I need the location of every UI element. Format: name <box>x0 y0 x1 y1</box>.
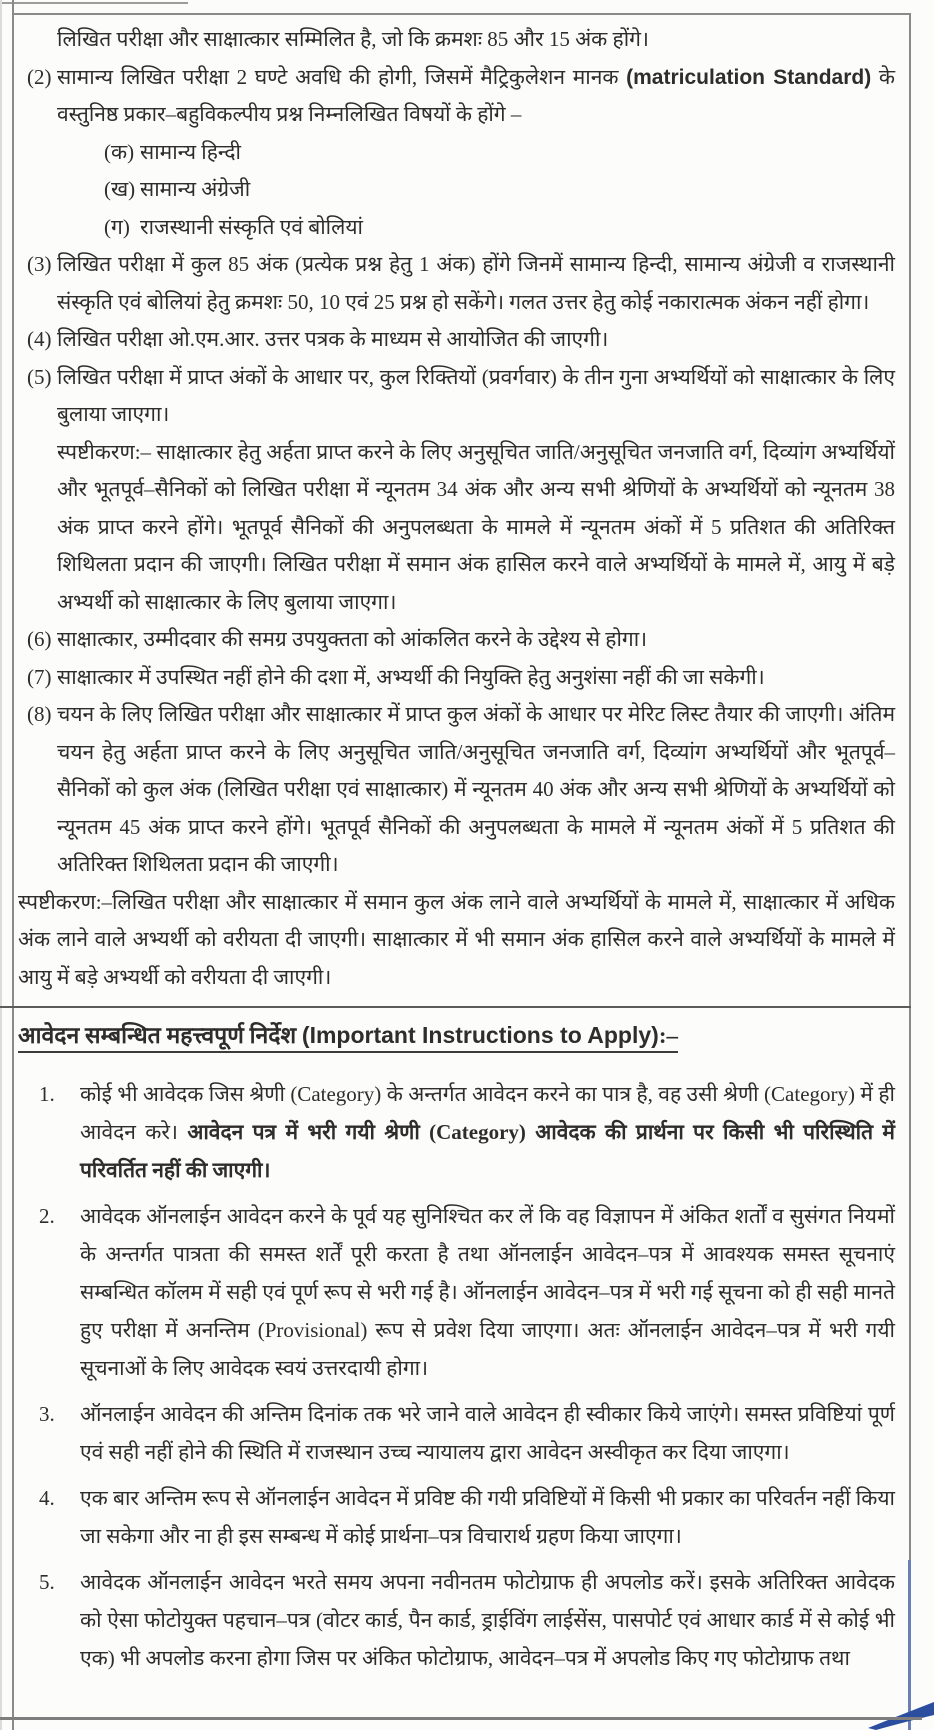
item-number: (5) <box>27 364 52 389</box>
table-border-top <box>12 13 911 15</box>
instruction-item-3 <box>18 1395 895 1471</box>
item-number: (3) <box>27 252 52 276</box>
paragraph-text: स्पष्टीकरण:–लिखित परीक्षा और साक्षात्कार में समान कुल अंक लाने वाले अभ्यर्थियों के मामले में, साक्षात्कार में अधिक अंक लाने वाले अभ्यर्थी को वरीयता दी जाएगी। साक्षात्कार में भी समान अंक हासिल करने वाले अभ्यर्थियों के मामले में आयु में बड़े अभ्यर्थी को वरीयता दी जाएगी। <box>18 889 895 989</box>
heading-english: (Important Instructions to Apply) <box>301 1022 659 1048</box>
item-text-part: के वस्तुनिष्ठ प्रकार–बहुविकल्पीय प्रश्न निम्नलिखित विषयों के होंगे – <box>57 64 895 126</box>
list-item-exam-6 <box>18 621 895 659</box>
paragraph-explanation-interview <box>18 434 895 622</box>
instructions-heading-text <box>18 1023 678 1053</box>
list-item-exam-8 <box>18 696 895 884</box>
instruction-item-2 <box>18 1197 895 1387</box>
item-text-part: कोई भी आवेदक जिस श्रेणी (Category) के अन्तर्गत आवेदन करने का पात्र है, वह उसी श्रेणी (Category) में ही आवेदन करे। <box>80 1082 895 1144</box>
item-number: (4) <box>27 327 52 351</box>
subject-label: राजस्थानी संस्कृति एवं बोलियां <box>140 214 363 239</box>
page-left-edge-shadow <box>0 0 2 1730</box>
section-divider-line <box>0 1006 911 1008</box>
subject-label: सामान्य हिन्दी <box>140 139 241 164</box>
item-text: साक्षात्कार, उम्मीदवार की समग्र उपयुक्तता को आंकलित करने के उद्देश्य से होगा। <box>57 627 648 651</box>
table-border-right <box>909 13 911 1730</box>
item-text <box>80 1082 895 1182</box>
item-number: 4. <box>39 1486 55 1510</box>
item-number: 5. <box>39 1570 55 1594</box>
item-text-bold: आवेदन पत्र में भरी गयी श्रेणी (Category) आवेदक की प्रार्थना पर किसी भी परिस्थिति में परिवर्तित नहीं की जाएगी। <box>80 1120 895 1182</box>
item-text: लिखित परीक्षा ओ.एम.आर. उत्तर पत्रक के माध्यम से आयोजित की जाएगी। <box>57 327 609 351</box>
instruction-item-4 <box>18 1479 895 1555</box>
list-item-subject-english <box>18 171 895 209</box>
paragraph-exam-intro <box>18 21 895 59</box>
page-bottom-scan-line <box>0 1717 922 1720</box>
table-border-left <box>12 0 14 1730</box>
item-text: एक बार अन्तिम रूप से ऑनलाईन आवेदन में प्रविष्ट की गयी प्रविष्टियों में किसी भी प्रकार का परिवर्तन नहीं किया जा सकेगा और ना ही इस सम्बन्ध में कोई प्रार्थना–पत्र विचारार्थ ग्रहण किया जाएगा। <box>80 1486 895 1548</box>
item-number: (ग) <box>104 214 130 239</box>
item-number: (2) <box>27 64 52 89</box>
item-number: (क) <box>104 139 135 164</box>
item-number: 3. <box>39 1402 55 1426</box>
item-text <box>57 65 895 127</box>
document-content <box>18 21 895 1677</box>
heading-hindi: आवेदन सम्बन्धित महत्त्वपूर्ण निर्देश <box>18 1023 302 1048</box>
item-number: 2. <box>39 1204 55 1228</box>
list-item-exam-4 <box>18 321 895 359</box>
item-number: (7) <box>27 664 52 689</box>
list-item-exam-5 <box>18 359 895 434</box>
paragraph-explanation-final-selection <box>18 884 895 997</box>
item-number: (ख) <box>104 177 136 201</box>
item-text: लिखित परीक्षा में कुल 85 अंक (प्रत्येक प्रश्न हेतु 1 अंक) होंगे जिनमें सामान्य हिन्दी, सामान्य अंग्रेजी व राजस्थानी संस्कृति एवं बोलियां हेतु क्रमशः 50, 10 एवं 25 प्रश्न हो सकेंगे। गलत उत्तर हेतु कोई नकारात्मक अंकन नहीं होगा। <box>57 252 895 314</box>
item-text-english: (matriculation Standard) <box>626 65 872 89</box>
instructions-heading <box>18 1014 895 1057</box>
item-text: आवेदक ऑनलाईन आवेदन करने के पूर्व यह सुनिश्चित कर लें कि वह विज्ञापन में अंकित शर्तों व सुसंगत नियमों के अन्तर्गत पात्रता की समस्त शर्तें पूरी करता है तथा ऑनलाईन आवेदन–पत्र में आवश्यक समस्त सूचनाएं सम्बन्धित कॉलम में सही एवं पूर्ण रूप से भरी गई है। ऑनलाईन आवेदन–पत्र में भरी गई सूचना को ही सही मानते हुए परीक्षा में अनन्तिम (Provisional) रूप से प्रवेश दिया जाएगा। अतः ऑनलाईन आवेदन–पत्र में भरी गयी सूचनाओं के लिए आवेदक स्वयं उत्तरदायी होगा। <box>80 1204 895 1380</box>
item-number: (6) <box>27 627 52 651</box>
item-number: (8) <box>27 702 52 726</box>
item-text: साक्षात्कार में उपस्थित नहीं होने की दशा में, अभ्यर्थी की नियुक्ति हेतु अनुशंसा नहीं की जा सकेगी। <box>57 664 765 689</box>
item-text: आवेदक ऑनलाईन आवेदन भरते समय अपना नवीनतम फोटोग्राफ ही अपलोड करें। इसके अतिरिक्त आवेदक को ऐसा फोटोयुक्त पहचान–पत्र (वोटर कार्ड, पैन कार्ड, ड्राईविंग लाईसेंस, पासपोर्ट एवं आधार कार्ड में से कोई भी एक) भी अपलोड करना होगा जिस पर अंकित फोटोग्राफ, आवेदन–पत्र में अपलोड किए गए फोटोग्राफ तथा <box>80 1570 895 1670</box>
item-number: 1. <box>39 1082 55 1106</box>
list-item-exam-7 <box>18 659 895 697</box>
item-text: चयन के लिए लिखित परीक्षा और साक्षात्कार में प्राप्त कुल अंकों के आधार पर मेरिट लिस्ट तैयार की जाएगी। अंतिम चयन हेतु अर्हता प्राप्त करने के लिए अनुसूचित जाति/अनुसूचित जनजाति वर्ग, दिव्यांग अभ्यर्थियों और भूतपूर्व–सैनिकों को कुल अंक (लिखित परीक्षा एवं साक्षात्कार) में न्यूनतम 40 अंक और अन्य सभी श्रेणियों के अभ्यर्थियों को न्यूनतम 45 अंक प्राप्त करने होंगे। भूतपूर्व सैनिकों की अनुपलब्धता के मामले में न्यूनतम अंकों में 5 प्रतिशत की अतिरिक्त शिथिलता प्रदान की जाएगी। <box>57 702 895 876</box>
paragraph-text: लिखित परीक्षा और साक्षात्कार सम्मिलित है, जो कि क्रमशः 85 और 15 अंक होंगे। <box>57 27 649 51</box>
heading-suffix: :– <box>658 1023 678 1048</box>
paragraph-text: स्पष्टीकरण:– साक्षात्कार हेतु अर्हता प्राप्त करने के लिए अनुसूचित जाति/अनुसूचित जनजाति वर्ग, दिव्यांग अभ्यर्थियों और भूतपूर्व–सैनिकों को लिखित परीक्षा में न्यूनतम 34 अंक और अन्य सभी श्रेणियों के अभ्यर्थियों को न्यूनतम 38 अंक प्राप्त करने होंगे। भूतपूर्व सैनिकों की अनुपलब्धता के मामले में न्यूनतम अंकों में 5 प्रतिशत की अतिरिक्त शिथिलता प्रदान की जाएगी। लिखित परीक्षा में समान अंक हासिल करने वाले अभ्यर्थियों के मामले में, आयु में बड़े अभ्यर्थी को साक्षात्कार के लिए बुलाया जाएगा। <box>57 439 895 614</box>
table-border-right-blue-segment <box>908 1560 911 1730</box>
list-item-subject-rajasthani <box>18 209 895 247</box>
list-item-exam-3 <box>18 246 895 321</box>
instruction-item-1 <box>18 1075 895 1189</box>
item-text: लिखित परीक्षा में प्राप्त अंकों के आधार पर, कुल रिक्तियों (प्रवर्गवार) के तीन गुना अभ्यर्थियों को साक्षात्कार के लिए बुलाया जाएगा। <box>57 364 895 426</box>
instruction-item-5 <box>18 1563 895 1677</box>
list-item-subject-hindi <box>18 134 895 172</box>
item-text: ऑनलाईन आवेदन की अन्तिम दिनांक तक भरे जाने वाले आवेदन ही स्वीकार किये जाएंगे। समस्त प्रविष्टियां पूर्ण एवं सही नहीं होने की स्थिति में राजस्थान उच्च न्यायालय द्वारा आवेदन अस्वीकृत कर दिया जाएगा। <box>80 1402 895 1464</box>
subject-label: सामान्य अंग्रेजी <box>140 177 251 201</box>
list-item-exam-2 <box>18 59 895 134</box>
scan-artifact-top-line <box>0 2 188 4</box>
item-text-part: सामान्य लिखित परीक्षा 2 घण्टे अवधि की होगी, जिसमें मैट्रिकुलेशन मानक <box>57 64 627 89</box>
